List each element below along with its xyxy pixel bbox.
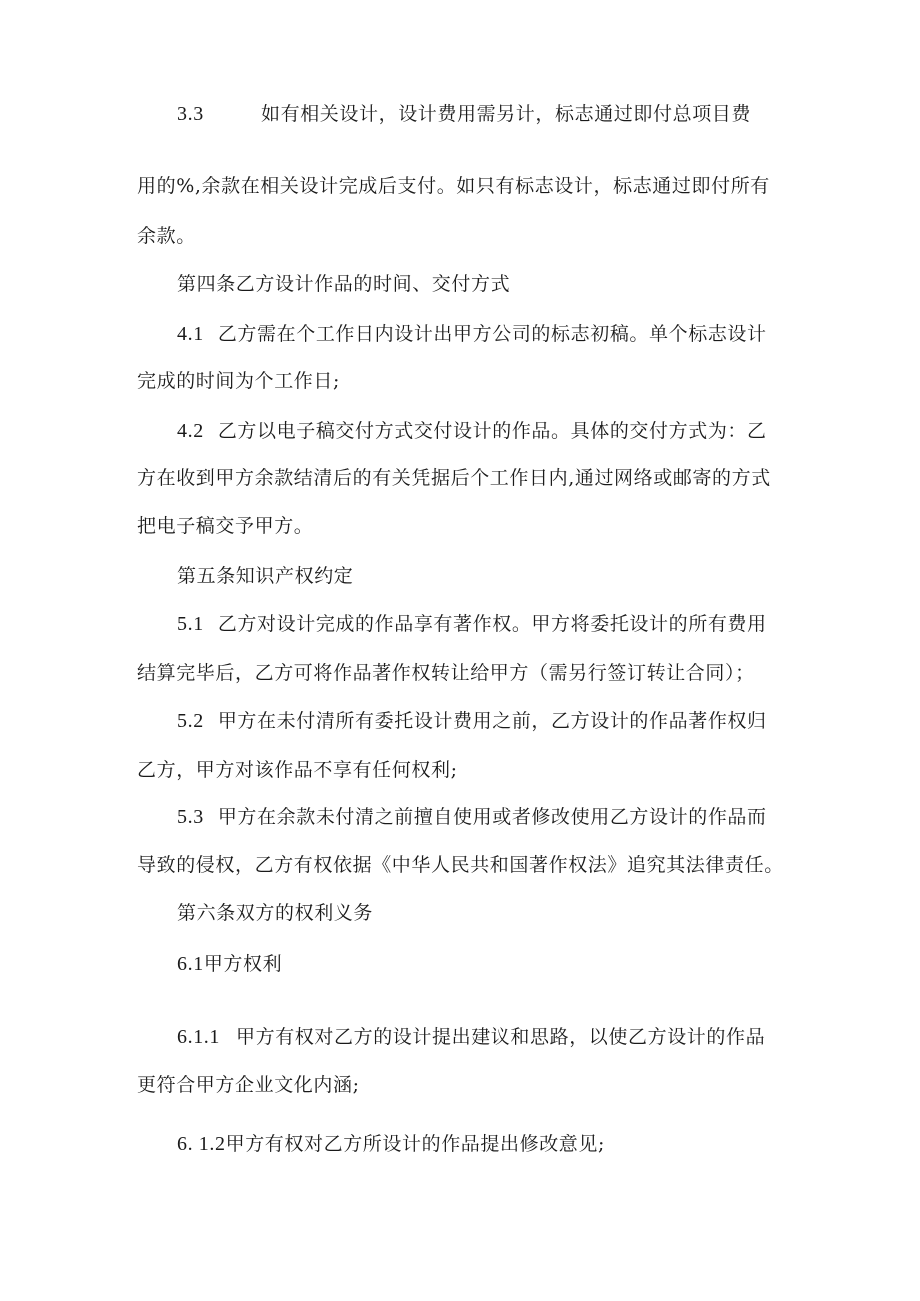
clause-number: 5.2: [177, 710, 204, 732]
clause-text: 如有相关设计，设计费用需另计，标志通过即付总项目费: [261, 103, 752, 125]
clause-text: 甲方有权对乙方的设计提出建议和思路，以使乙方设计的作品: [236, 1026, 766, 1048]
clause-4-2-line-2: 方在收到甲方余款结清后的有关凭据后个工作日内,通过网络或邮寄的方式: [137, 467, 771, 489]
clause-5-1-line-2: 结算完毕后，乙方可将作品著作权转让给甲方（需另行签订转让合同）；: [137, 662, 755, 684]
clause-6-1-2-line-1: [177, 1130, 605, 1158]
clause-5-1-line-1: [177, 610, 767, 638]
clause-4-2-line-1: [177, 417, 767, 445]
clause-3-3-line-1: [177, 100, 751, 128]
clause-text: 甲方有权对乙方所设计的作品提出修改意见;: [225, 1133, 606, 1155]
clause-5-3-line-2: 导致的侵权，乙方有权依据《中华人民共和国著作权法》追究其法律责任。: [137, 854, 784, 876]
clause-4-2-line-3: 把电子稿交予甲方。: [137, 515, 314, 537]
clause-3-3-line-2: 用的%,余款在相关设计完成后支付。如只有标志设计，标志通过即付所有: [137, 175, 770, 197]
clause-3-3-line-3: 余款。: [137, 225, 196, 247]
clause-5-2-line-2: 乙方，甲方对该作品不享有任何权利;: [137, 759, 458, 781]
clause-4-1-line-2: 完成的时间为个工作日;: [137, 370, 341, 392]
clause-number: 4.1: [177, 323, 204, 345]
clause-5-2-line-1: [177, 707, 767, 735]
subsection-title: 甲方权利: [203, 953, 283, 975]
clause-6-1-1-line-2: 更符合甲方企业文化内涵;: [137, 1074, 360, 1096]
clause-text: 乙方对设计完成的作品享有著作权。甲方将委托设计的所有费用: [217, 613, 767, 635]
clause-number: 6.1: [177, 953, 204, 975]
clause-number: 4.2: [177, 420, 204, 442]
clause-text: 乙方以电子稿交付方式交付设计的作品。具体的交付方式为：乙: [217, 420, 767, 442]
article-4-heading: 第四条乙方设计作品的时间、交付方式: [177, 273, 511, 295]
clause-4-1-line-1: [177, 320, 767, 348]
clause-text: 甲方在余款未付清之前擅自使用或者修改使用乙方设计的作品而: [217, 806, 767, 828]
clause-number: 6.1.1: [177, 1026, 220, 1048]
clause-number: 3.3: [177, 103, 204, 125]
clause-text: 乙方需在个工作日内设计出甲方公司的标志初稿。单个标志设计: [217, 323, 767, 345]
clause-number: 5.3: [177, 806, 204, 828]
article-6-heading: 第六条双方的权利义务: [177, 902, 374, 924]
clause-6-1-1-line-1: [177, 1023, 765, 1051]
clause-5-3-line-1: [177, 803, 767, 831]
clause-number: 6. 1.2: [177, 1133, 226, 1155]
subsection-6-1: [177, 950, 282, 978]
article-5-heading: 第五条知识产权约定: [177, 565, 354, 587]
clause-text: 甲方在未付清所有委托设计费用之前，乙方设计的作品著作权归: [217, 710, 767, 732]
clause-number: 5.1: [177, 613, 204, 635]
